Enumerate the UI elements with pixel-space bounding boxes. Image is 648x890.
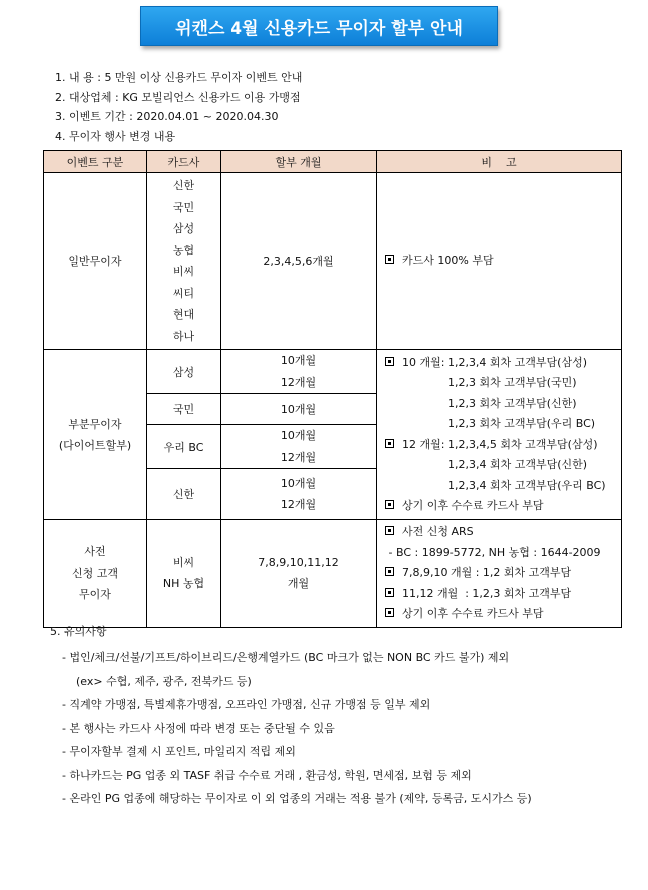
card-name: 농협	[172, 243, 195, 257]
remark-text: 12 개월: 1,2,3,4,5 회차 고객부담(삼성)	[402, 437, 598, 451]
remark-text: 10 개월: 1,2,3,4 회차 고객부담(삼성)	[402, 355, 588, 369]
months-value: 12개월	[280, 450, 317, 464]
list-item: (ex> 수협, 제주, 광주, 전북카드 등)	[76, 674, 252, 688]
partial-months-woori	[221, 425, 377, 469]
partial-label	[44, 350, 147, 520]
advance-label-line: 신청 고객	[71, 566, 118, 580]
remark-text: 7,8,9,10 개월 : 1,2 회차 고객부담	[402, 566, 572, 579]
general-card-list	[147, 173, 221, 350]
table-row	[44, 173, 622, 350]
header-card-company: 카드사	[147, 151, 221, 173]
info-content: 1. 내 용 : 5 만원 이상 신용카드 무이자 이벤트 안내	[55, 71, 303, 84]
card-name: 신한	[172, 179, 195, 192]
checkbox-bullet-icon	[385, 439, 394, 448]
card-name: NH 농협	[162, 577, 205, 591]
info-period: 3. 이벤트 기간 : 2020.04.01 ~ 2020.04.30	[55, 110, 279, 123]
table-header-row	[44, 151, 622, 173]
partial-card-kookmin: 국민	[147, 394, 221, 425]
header-event-type: 이벤트 구분	[44, 151, 147, 173]
notes-title: 5. 유의사항	[50, 625, 107, 638]
partial-card-samsung: 삼성	[147, 350, 221, 394]
advance-label-line: 사전	[84, 545, 106, 558]
list-item: - 법인/체크/선불/기프트/하이브리드/은행계열카드 (BC 마크가 없는 NON BC 카드 불가) 제외	[62, 651, 510, 664]
remark-text: 11,12 개월 : 1,2,3 회차 고객부담	[402, 586, 572, 600]
months-unit: 개월	[287, 577, 310, 591]
card-name: 비씨	[172, 265, 195, 278]
list-item: - 무이자할부 결제 시 포인트, 마일리지 적립 제외	[62, 745, 296, 758]
partial-card-shinhan: 신한	[147, 469, 221, 520]
list-item: - 온라인 PG 업종에 해당하는 무이자로 이 외 업종의 거래는 적용 불가 (제약, 등록금, 도시가스 등)	[62, 792, 532, 805]
months-value: 12개월	[280, 375, 317, 389]
checkbox-bullet-icon	[385, 357, 394, 366]
notes-section	[50, 622, 532, 811]
info-merchant: 2. 대상업체 : KG 모빌리언스 신용카드 이용 가맹점	[55, 90, 301, 104]
months-value: 10개월	[280, 354, 317, 367]
remark-text: 카드사 100% 부담	[402, 253, 494, 267]
months-value: 12개월	[280, 498, 317, 511]
page-title: 위캔스 4월 신용카드 무이자 할부 안내	[140, 6, 498, 46]
remark-text: 상기 이후 수수료 카드사 부담	[402, 499, 544, 512]
card-name: 비씨	[172, 555, 195, 569]
card-name: 삼성	[172, 222, 195, 235]
checkbox-bullet-icon	[385, 588, 394, 597]
advance-remarks	[377, 520, 622, 628]
remark-text: 1,2,3 회차 고객부담(신한)	[448, 396, 577, 410]
remark-text: 1,2,3 회차 고객부담(우리 BC)	[448, 417, 596, 430]
remark-text: 사전 신청 ARS	[402, 525, 474, 538]
list-item: - 하나카드는 PG 업종 외 TASF 취급 수수료 거래 , 환금성, 학원, 면세점, 보험 등 제외	[62, 768, 472, 782]
card-name: 현대	[172, 308, 195, 321]
event-table	[43, 150, 622, 628]
card-name: 씨티	[172, 286, 195, 300]
notes-list	[50, 646, 532, 811]
list-item: - 직계약 가맹점, 특별제휴가맹점, 오프라인 가맹점, 신규 가맹점 등 일부 제외	[62, 698, 431, 711]
remark-text: - BC : 1899-5772, NH 농협 : 1644-2009	[385, 545, 601, 559]
partial-label-sub: (다이어트할부)	[58, 438, 132, 452]
partial-label-main: 부분무이자	[68, 417, 122, 431]
remark-text: 1,2,3,4 회차 고객부담(우리 BC)	[448, 478, 606, 492]
checkbox-bullet-icon	[385, 255, 394, 264]
remark-text: 상기 이후 수수료 카드사 부담	[402, 607, 544, 620]
header-months: 할부 개월	[221, 151, 377, 173]
advance-label	[44, 520, 147, 628]
general-months: 2,3,4,5,6개월	[221, 173, 377, 350]
remark-text: 1,2,3,4 회차 고객부담(신한)	[448, 458, 588, 471]
remark-text: 1,2,3 회차 고객부담(국민)	[448, 376, 577, 389]
general-remark	[377, 173, 622, 350]
table-row	[44, 350, 622, 394]
partial-months-samsung	[221, 350, 377, 394]
partial-card-woori: 우리 BC	[147, 425, 221, 469]
advance-label-line: 무이자	[79, 588, 111, 601]
list-item: - 본 행사는 카드사 사정에 따라 변경 또는 중단될 수 있음	[62, 721, 335, 735]
info-changes: 4. 무이자 행사 변경 내용	[55, 129, 176, 143]
months-value: 10개월	[280, 429, 317, 442]
partial-remarks	[377, 350, 622, 520]
event-info	[55, 68, 302, 146]
checkbox-bullet-icon	[385, 526, 394, 535]
advance-months	[221, 520, 377, 628]
general-label: 일반무이자	[44, 173, 147, 350]
card-name: 국민	[172, 200, 195, 214]
card-name: 하나	[172, 329, 195, 343]
months-value: 7,8,9,10,11,12	[258, 555, 339, 569]
months-value: 10개월	[280, 476, 317, 490]
header-remarks: 비 고	[377, 151, 622, 173]
checkbox-bullet-icon	[385, 608, 394, 617]
checkbox-bullet-icon	[385, 567, 394, 576]
table-row	[44, 520, 622, 628]
checkbox-bullet-icon	[385, 500, 394, 509]
partial-months-shinhan	[221, 469, 377, 520]
partial-months-kookmin: 10개월	[221, 394, 377, 425]
advance-cards	[147, 520, 221, 628]
